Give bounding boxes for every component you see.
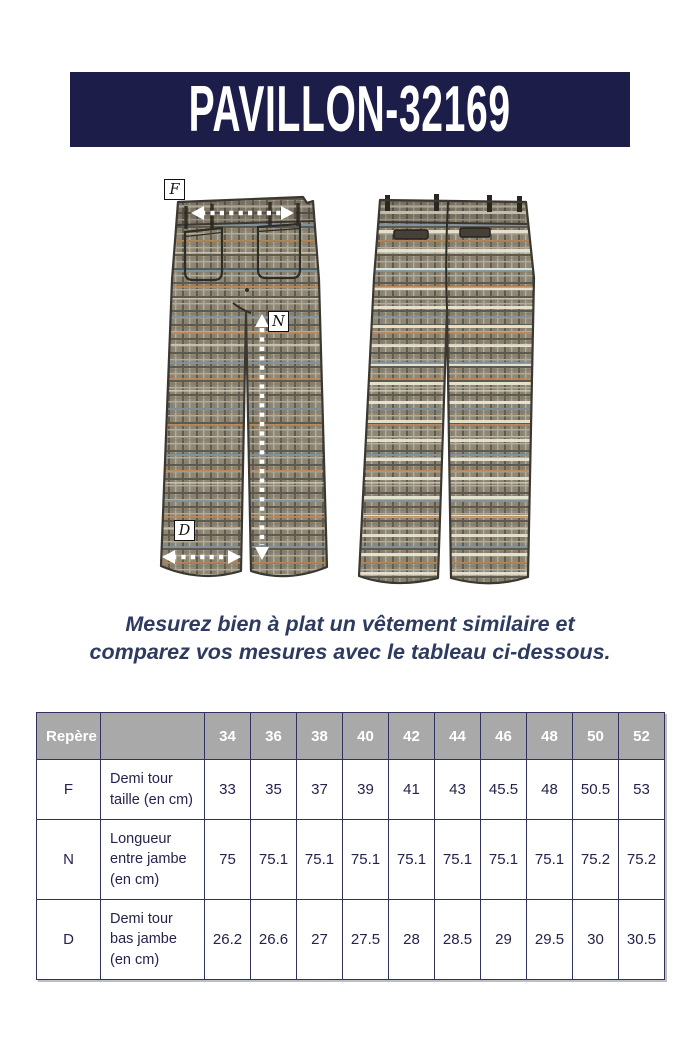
size-value: 28.5 xyxy=(435,900,481,980)
pants-back-view xyxy=(359,194,534,583)
size-col-header: 34 xyxy=(205,713,251,760)
size-col-header: 50 xyxy=(573,713,619,760)
size-value: 41 xyxy=(389,760,435,820)
measure-row-hem xyxy=(37,900,665,980)
size-value: 35 xyxy=(251,760,297,820)
repere-header: Repère xyxy=(37,713,101,760)
size-value: 27.5 xyxy=(343,900,389,980)
size-value: 45.5 xyxy=(481,760,527,820)
size-header-row xyxy=(37,713,665,760)
size-col-header: 46 xyxy=(481,713,527,760)
size-value: 43 xyxy=(435,760,481,820)
size-value: 37 xyxy=(297,760,343,820)
size-value: 48 xyxy=(527,760,573,820)
product-banner xyxy=(70,72,630,147)
instruction-line-1: Mesurez bien à plat un vêtement similaire et xyxy=(125,612,575,636)
back-left-welt-pocket xyxy=(394,230,428,239)
size-value: 26.6 xyxy=(251,900,297,980)
size-col-header: 38 xyxy=(297,713,343,760)
size-value: 75.1 xyxy=(251,820,297,900)
size-value: 27 xyxy=(297,900,343,980)
marker-f-label: F xyxy=(164,179,185,200)
pants-illustration xyxy=(70,170,630,620)
size-chart-table xyxy=(36,712,665,980)
size-col-header: 44 xyxy=(435,713,481,760)
size-col-header: 42 xyxy=(389,713,435,760)
product-title: PAVILLON-32169 xyxy=(188,73,512,145)
size-col-header: 52 xyxy=(619,713,665,760)
size-col-header: 36 xyxy=(251,713,297,760)
empty-header-cell xyxy=(101,713,205,760)
measure-row-waist xyxy=(37,760,665,820)
measure-instruction xyxy=(0,611,700,667)
pants-diagram xyxy=(70,170,630,620)
size-col-header: 40 xyxy=(343,713,389,760)
row-label: Demi tour taille (en cm) xyxy=(101,760,205,820)
size-value: 29 xyxy=(481,900,527,980)
back-waistband xyxy=(379,200,527,224)
size-value: 28 xyxy=(389,900,435,980)
size-value: 29.5 xyxy=(527,900,573,980)
row-label: Longueur entre jambe (en cm) xyxy=(101,820,205,900)
size-col-header: 48 xyxy=(527,713,573,760)
size-value: 30.5 xyxy=(619,900,665,980)
size-value: 30 xyxy=(573,900,619,980)
size-value: 33 xyxy=(205,760,251,820)
size-value: 75.1 xyxy=(297,820,343,900)
row-code: F xyxy=(37,760,101,820)
size-value: 75.2 xyxy=(619,820,665,900)
size-value: 75.1 xyxy=(527,820,573,900)
size-value: 39 xyxy=(343,760,389,820)
size-value: 50.5 xyxy=(573,760,619,820)
row-label: Demi tour bas jambe (en cm) xyxy=(101,900,205,980)
size-value: 26.2 xyxy=(205,900,251,980)
size-value: 75.1 xyxy=(389,820,435,900)
size-value: 53 xyxy=(619,760,665,820)
marker-n-label: N xyxy=(268,311,289,332)
size-value: 75.1 xyxy=(435,820,481,900)
back-right-welt-pocket xyxy=(460,228,490,237)
size-value: 75.1 xyxy=(481,820,527,900)
marker-d-label: D xyxy=(174,520,195,541)
measure-row-inseam xyxy=(37,820,665,900)
size-value: 75.2 xyxy=(573,820,619,900)
instruction-line-2: comparez vos mesures avec le tableau ci-dessous. xyxy=(89,639,611,664)
row-code: N xyxy=(37,820,101,900)
row-code: D xyxy=(37,900,101,980)
size-value: 75.1 xyxy=(343,820,389,900)
size-value: 75 xyxy=(205,820,251,900)
front-button xyxy=(245,288,249,292)
